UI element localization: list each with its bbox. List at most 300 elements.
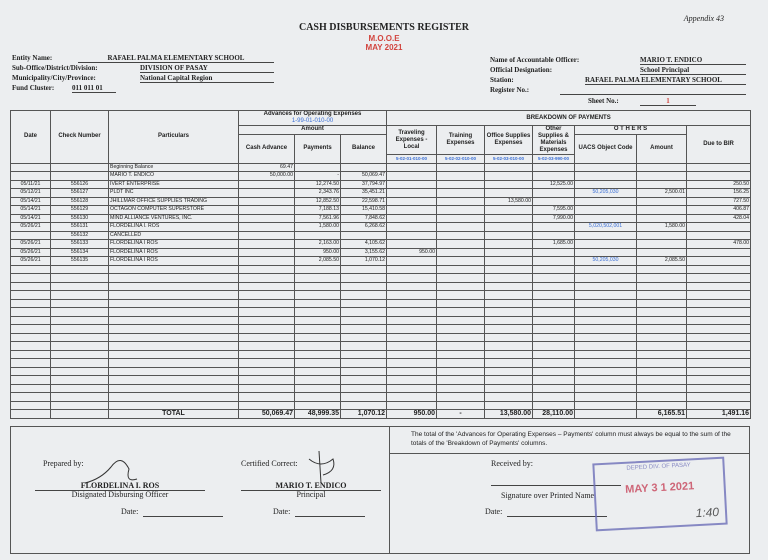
table-row: [11, 384, 751, 393]
register-table: [10, 110, 751, 419]
cell-trav: [387, 214, 437, 223]
cell-bir: [687, 265, 751, 274]
cell-oth: [533, 274, 575, 283]
cell-off: [485, 393, 533, 402]
cell-amt: [637, 231, 687, 240]
cell-check: 556129: [51, 206, 109, 215]
cell-oth: [533, 333, 575, 342]
appendix-label: Appendix 43: [683, 14, 724, 23]
cell-train: [437, 189, 485, 198]
entity-label: Entity Name:: [12, 54, 53, 62]
cell-pay: 2,343.76: [295, 189, 341, 198]
cell-bal: [341, 308, 387, 317]
total-other-supplies: 28,110.00: [533, 410, 575, 419]
cell-uacs: [575, 180, 637, 189]
cell-bir: [687, 308, 751, 317]
cell-oth: [533, 359, 575, 368]
cell-part: [109, 265, 239, 274]
cell-check: [51, 291, 109, 300]
cell-trav: [387, 359, 437, 368]
cell-oth: [533, 325, 575, 334]
cell-uacs: 50,205,030: [575, 189, 637, 198]
table-row: [11, 333, 751, 342]
cell-bal: [341, 393, 387, 402]
cell-bir: 428.04: [687, 214, 751, 223]
col-others: O T H E R S: [575, 126, 687, 135]
cell-date: [11, 282, 51, 291]
cell-trav: [387, 376, 437, 385]
sheet-number: 1: [640, 97, 696, 106]
cell-check: 556128: [51, 197, 109, 206]
total-bir: 1,491.16: [687, 410, 751, 419]
cell-oth: [533, 172, 575, 181]
cell-part: [109, 308, 239, 317]
cell-trav: [387, 325, 437, 334]
cell-trav: [387, 189, 437, 198]
cell-off: [485, 359, 533, 368]
cell-ca: 50,000.00: [239, 172, 295, 181]
cell-amt: [637, 384, 687, 393]
cell-date: 05/12/21: [11, 189, 51, 198]
stamp-time: 1:40: [695, 504, 720, 521]
cell-check: [51, 376, 109, 385]
table-row: [11, 240, 751, 249]
cell-amt: [637, 367, 687, 376]
suboffice-value: DIVISION OF PASAY: [140, 64, 274, 73]
cell-off: [485, 350, 533, 359]
col-amount2: Amount: [637, 134, 687, 163]
cell-check: 556127: [51, 189, 109, 198]
cell-uacs: [575, 384, 637, 393]
cell-check: 556126: [51, 180, 109, 189]
table-row: [11, 393, 751, 402]
cell-part: [109, 384, 239, 393]
cell-train: [437, 359, 485, 368]
cell-oth: 12,525.00: [533, 180, 575, 189]
cell-ca: [239, 350, 295, 359]
cell-uacs: [575, 291, 637, 300]
cell-train: [437, 299, 485, 308]
cell-off: [485, 376, 533, 385]
cell-bir: 156.25: [687, 189, 751, 198]
cell-amt: [637, 172, 687, 181]
cell-bir: [687, 384, 751, 393]
cell-ca: [239, 231, 295, 240]
cell-trav: [387, 342, 437, 351]
certified-date-line: [295, 507, 365, 517]
col-amount: Amount: [239, 126, 387, 135]
cell-off: [485, 384, 533, 393]
certified-title: Principal: [296, 490, 326, 499]
table-row: [11, 401, 751, 410]
cell-oth: 7,595.00: [533, 206, 575, 215]
cell-date: [11, 299, 51, 308]
suboffice-label: Sub-Office/District/Division:: [12, 64, 98, 72]
cell-trav: [387, 240, 437, 249]
cell-check: 556132: [51, 231, 109, 240]
cell-pay: [295, 299, 341, 308]
cell-bal: 7,848.62: [341, 214, 387, 223]
cell-amt: [637, 163, 687, 172]
received-signature-label: Signature over Printed Name: [501, 491, 595, 500]
cell-uacs: [575, 231, 637, 240]
cell-date: [11, 384, 51, 393]
cell-uacs: [575, 265, 637, 274]
cell-bir: [687, 172, 751, 181]
cell-off: [485, 325, 533, 334]
cell-date: [11, 316, 51, 325]
table-row: [11, 163, 751, 172]
col-payments: Payments: [295, 134, 341, 163]
cell-check: [51, 282, 109, 291]
stamp-office: DEPED DIV. OF PASAY: [626, 462, 691, 472]
cell-pay: [295, 282, 341, 291]
cell-trav: [387, 274, 437, 283]
cell-check: [51, 342, 109, 351]
cell-off: [485, 308, 533, 317]
table-row: [11, 291, 751, 300]
cell-amt: 2,085.50: [637, 257, 687, 266]
cell-bal: [341, 291, 387, 300]
cell-trav: [387, 257, 437, 266]
cell-check: [51, 308, 109, 317]
cell-uacs: 50,205,030: [575, 257, 637, 266]
cell-trav: [387, 206, 437, 215]
cell-off: [485, 214, 533, 223]
cell-bal: 22,598.71: [341, 197, 387, 206]
cell-train: [437, 163, 485, 172]
cell-bir: [687, 333, 751, 342]
designation-value: School Principal: [640, 66, 746, 75]
cell-oth: [533, 384, 575, 393]
cell-check: [51, 265, 109, 274]
col-particulars: Particulars: [109, 111, 239, 164]
cell-ca: [239, 325, 295, 334]
certified-name: MARIO T. ENDICO: [241, 481, 381, 491]
cell-trav: [387, 265, 437, 274]
cell-bir: [687, 401, 751, 410]
cell-date: [11, 376, 51, 385]
col-cash-advance: Cash Advance: [239, 134, 295, 163]
cell-amt: [637, 197, 687, 206]
total-office: 13,580.00: [485, 410, 533, 419]
cell-pay: 2,163.00: [295, 240, 341, 249]
cell-amt: [637, 325, 687, 334]
code-office: 5-02-03-010-00: [485, 155, 533, 164]
cell-bir: [687, 299, 751, 308]
cell-bir: 406.87: [687, 206, 751, 215]
cell-part: [109, 393, 239, 402]
prepared-title: Disignated Disbursing Officer: [71, 490, 169, 499]
received-date-label: Date:: [485, 507, 503, 516]
cell-bal: [341, 333, 387, 342]
cell-date: [11, 350, 51, 359]
certified-date-label: Date:: [273, 507, 291, 516]
cell-check: [51, 350, 109, 359]
cell-oth: [533, 291, 575, 300]
cell-part: MIND ALLIANCE VENTURES, INC.: [109, 214, 239, 223]
fundcluster-value: 011 011 01: [72, 84, 116, 93]
cell-ca: [239, 248, 295, 257]
cell-check: [51, 384, 109, 393]
cell-off: [485, 282, 533, 291]
cell-bal: [341, 274, 387, 283]
cell-trav: [387, 172, 437, 181]
cell-part: IVERT ENTERPRISE: [109, 180, 239, 189]
cell-train: [437, 257, 485, 266]
note-text: The total of the 'Advances for Operating Expenses – Payments' column must always be equal to the sum of the totals of the 'Breakdown of Payments' columns.: [411, 431, 731, 447]
cell-trav: [387, 384, 437, 393]
cell-ca: [239, 367, 295, 376]
cell-part: [109, 367, 239, 376]
station-value: RAFAEL PALMA ELEMENTARY SCHOOL: [585, 76, 746, 85]
cell-pay: [295, 333, 341, 342]
cell-check: [51, 274, 109, 283]
cell-oth: [533, 342, 575, 351]
cell-off: [485, 248, 533, 257]
cell-date: 05/26/21: [11, 240, 51, 249]
cell-uacs: [575, 342, 637, 351]
cell-ca: [239, 257, 295, 266]
cell-train: [437, 214, 485, 223]
cell-oth: [533, 350, 575, 359]
cell-part: [109, 282, 239, 291]
cell-train: [437, 367, 485, 376]
cell-ca: [239, 291, 295, 300]
cell-date: 05/14/21: [11, 214, 51, 223]
cell-trav: [387, 291, 437, 300]
cell-train: [437, 172, 485, 181]
cell-part: OCTAGON COMPUTER SUPERSTORE: [109, 206, 239, 215]
cell-date: 05/26/21: [11, 248, 51, 257]
cell-train: [437, 376, 485, 385]
fund-type: M.O.O.E: [368, 34, 400, 43]
total-amount: 6,165.51: [637, 410, 687, 419]
cell-pay: [295, 342, 341, 351]
cell-oth: 7,990.00: [533, 214, 575, 223]
cell-train: [437, 316, 485, 325]
cell-oth: [533, 393, 575, 402]
table-row: [11, 350, 751, 359]
cell-off: [485, 333, 533, 342]
cell-trav: [387, 401, 437, 410]
cell-check: [51, 163, 109, 172]
cell-date: [11, 325, 51, 334]
total-balance: 1,070.12: [341, 410, 387, 419]
cell-bal: [341, 376, 387, 385]
sheet-label: Sheet No.:: [588, 97, 619, 105]
cell-pay: [295, 367, 341, 376]
cell-oth: [533, 231, 575, 240]
table-row: [11, 299, 751, 308]
cell-ca: [239, 282, 295, 291]
cell-bal: [341, 299, 387, 308]
cell-amt: [637, 291, 687, 300]
cell-bal: 1,070.12: [341, 257, 387, 266]
cell-check: 556130: [51, 214, 109, 223]
cell-amt: [637, 265, 687, 274]
cell-bal: [341, 265, 387, 274]
cell-check: 556134: [51, 248, 109, 257]
cell-train: [437, 291, 485, 300]
table-row: [11, 316, 751, 325]
cell-part: [109, 376, 239, 385]
cell-uacs: [575, 359, 637, 368]
prepared-label: Prepared by:: [43, 459, 84, 468]
fundcluster-label: Fund Cluster:: [12, 84, 55, 92]
cell-oth: [533, 282, 575, 291]
cell-pay: [295, 350, 341, 359]
cell-amt: [637, 376, 687, 385]
cell-pay: [295, 163, 341, 172]
table-row: [11, 282, 751, 291]
cell-date: [11, 367, 51, 376]
cell-bir: [687, 248, 751, 257]
cell-off: [485, 231, 533, 240]
table-row: [11, 325, 751, 334]
designation-label: Official Designation:: [490, 66, 553, 74]
cell-amt: [637, 240, 687, 249]
cell-part: [109, 350, 239, 359]
cell-date: [11, 291, 51, 300]
table-row: [11, 231, 751, 240]
cell-part: [109, 325, 239, 334]
cell-uacs: [575, 282, 637, 291]
cell-uacs: [575, 299, 637, 308]
cell-train: [437, 393, 485, 402]
cell-oth: 1,685.00: [533, 240, 575, 249]
total-cash-advance: 50,069.47: [239, 410, 295, 419]
cell-bal: 3,155.62: [341, 248, 387, 257]
received-label: Received by:: [491, 459, 533, 468]
cell-train: [437, 180, 485, 189]
cell-ca: [239, 359, 295, 368]
cell-pay: [295, 401, 341, 410]
cell-bir: [687, 163, 751, 172]
cell-trav: [387, 308, 437, 317]
cell-date: [11, 401, 51, 410]
cell-ca: [239, 342, 295, 351]
entity-name: RAFAEL PALMA ELEMENTARY SCHOOL: [78, 54, 274, 63]
cell-train: [437, 333, 485, 342]
cell-uacs: [575, 367, 637, 376]
cell-off: [485, 342, 533, 351]
station-label: Station:: [490, 76, 514, 84]
cell-train: [437, 248, 485, 257]
cell-pay: [295, 274, 341, 283]
cell-check: 556135: [51, 257, 109, 266]
total-travel: 950.00: [387, 410, 437, 419]
cell-uacs: [575, 240, 637, 249]
cell-trav: [387, 367, 437, 376]
cell-check: [51, 359, 109, 368]
cell-check: [51, 316, 109, 325]
cell-check: 556133: [51, 240, 109, 249]
cell-uacs: [575, 393, 637, 402]
cell-part: [109, 299, 239, 308]
cell-pay: [295, 308, 341, 317]
table-row: [11, 257, 751, 266]
cell-oth: [533, 163, 575, 172]
cell-bir: [687, 342, 751, 351]
cell-check: [51, 325, 109, 334]
cell-amt: [637, 393, 687, 402]
cell-bal: [341, 384, 387, 393]
cell-trav: [387, 393, 437, 402]
cell-date: [11, 333, 51, 342]
cell-off: [485, 240, 533, 249]
table-row: [11, 206, 751, 215]
cell-amt: 1,580.00: [637, 223, 687, 232]
cell-train: [437, 401, 485, 410]
cell-amt: [637, 206, 687, 215]
cell-bir: 478.00: [687, 240, 751, 249]
cell-off: [485, 316, 533, 325]
cell-bal: 15,410.58: [341, 206, 387, 215]
total-label: TOTAL: [109, 410, 239, 419]
cell-oth: [533, 189, 575, 198]
cell-trav: [387, 333, 437, 342]
cell-ca: [239, 384, 295, 393]
col-bir: Due to BIR: [687, 126, 751, 164]
cell-train: [437, 206, 485, 215]
cell-bir: 727.50: [687, 197, 751, 206]
cell-trav: 950.00: [387, 248, 437, 257]
cell-part: [109, 291, 239, 300]
cell-ca: [239, 197, 295, 206]
cell-uacs: 5,020,502,001: [575, 223, 637, 232]
code-travel: 5-02-01-010-00: [387, 155, 437, 164]
table-row: [11, 248, 751, 257]
cell-uacs: [575, 401, 637, 410]
municipality-label: Municipality/City/Province:: [12, 74, 96, 82]
cell-ca: [239, 206, 295, 215]
cell-bir: [687, 376, 751, 385]
cell-oth: [533, 308, 575, 317]
cell-bir: [687, 257, 751, 266]
cell-bal: 50,069.47: [341, 172, 387, 181]
cell-train: [437, 350, 485, 359]
officer-label: Name of Accountable Officer:: [490, 56, 580, 64]
cell-part: FLORDELINA I ROS: [109, 248, 239, 257]
cell-uacs: [575, 350, 637, 359]
cell-date: 05/14/21: [11, 197, 51, 206]
cell-off: [485, 367, 533, 376]
cell-date: 05/11/21: [11, 180, 51, 189]
cell-uacs: [575, 333, 637, 342]
cell-bir: [687, 325, 751, 334]
cell-check: [51, 367, 109, 376]
table-row: [11, 274, 751, 283]
cell-pay: 7,188.13: [295, 206, 341, 215]
cell-check: [51, 299, 109, 308]
col-training: Training Expenses: [437, 126, 485, 155]
cell-check: [51, 172, 109, 181]
cell-amt: [637, 274, 687, 283]
cell-ca: [239, 308, 295, 317]
page-title: CASH DISBURSEMENTS REGISTER: [298, 22, 470, 33]
cell-off: [485, 172, 533, 181]
cell-oth: [533, 223, 575, 232]
cell-amt: [637, 299, 687, 308]
cell-part: FLORDELINA I ROS: [109, 257, 239, 266]
cell-trav: [387, 197, 437, 206]
cell-ca: [239, 316, 295, 325]
cell-trav: [387, 299, 437, 308]
cell-ca: [239, 376, 295, 385]
cell-ca: [239, 265, 295, 274]
cell-part: [109, 333, 239, 342]
